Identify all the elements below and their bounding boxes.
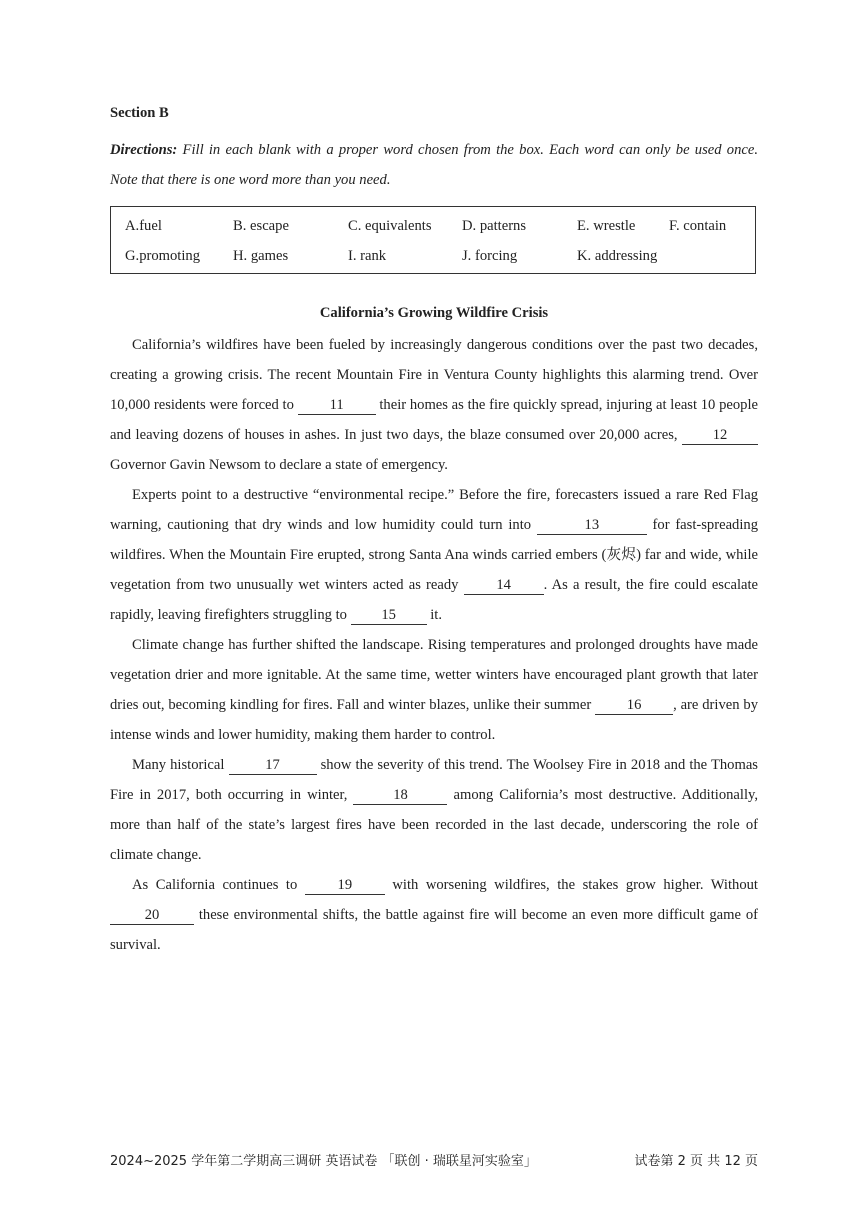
text-run: Experts point to a destructive “environmental recipe.” Before the fire, forecasters issued a rare Red Flag warning, cautioning that dry winds and low humidity could turn into [110, 487, 758, 533]
word-box-row-2 [111, 241, 755, 271]
blank-12[interactable]: 12 [682, 426, 758, 445]
section-title: Section B [110, 105, 169, 121]
word-option-e: E. wrestle [577, 218, 636, 234]
word-option-i: I. rank [348, 248, 387, 264]
text-run: As California continues to [132, 877, 305, 893]
directions [110, 135, 758, 195]
text-run: California’s wildfires have been fueled by increasingly dangerous conditions over the past two decades, creating a growing crisis. The recent Mountain Fire in Ventura County highlights this alarming trend. Over 10,000 residents were forced to [110, 337, 758, 413]
directions-text: Fill in each blank with a proper word chosen from the box. Each word can only be used once. Note that there is one word more than you need. [110, 142, 758, 188]
text-run: show the severity of this trend. The Woolsey Fire in 2018 and the Thomas Fire in 2017, both occurring in winter, [110, 757, 758, 803]
blank-18[interactable]: 18 [353, 786, 447, 805]
word-option-f: F. contain [669, 218, 727, 234]
blank-15[interactable]: 15 [351, 606, 427, 625]
paragraph-1 [110, 330, 758, 480]
word-box-row-1 [111, 211, 755, 241]
text-run: it. [426, 607, 443, 623]
blank-16[interactable]: 16 [595, 696, 673, 715]
text-run: Governor Gavin Newsom to declare a state of emergency. [110, 457, 448, 473]
text-run: these environmental shifts, the battle against fire will become an even more difficult game of survival. [110, 907, 758, 953]
directions-label: Directions: [110, 142, 178, 158]
blank-17[interactable]: 17 [229, 756, 317, 775]
text-run: Many historical [132, 757, 229, 773]
paragraph-5 [110, 870, 758, 960]
footer-exam-info: 2024~2025 学年第二学期高三调研 英语试卷 「联创 · 瑞联星河实验室」 [110, 1154, 537, 1169]
word-option-g: G.promoting [125, 248, 200, 264]
word-option-j: J. forcing [462, 248, 518, 264]
blank-14[interactable]: 14 [464, 576, 544, 595]
blank-20[interactable]: 20 [110, 906, 194, 925]
text-run: their homes as the fire quickly spread, injuring at least 10 people and leaving dozens of houses in ashes. In just two days, the blaze consumed over 20,000 acres, [110, 397, 758, 443]
text-run: with worsening wildfires, the stakes grow higher. Without [384, 877, 758, 893]
article-body [110, 330, 758, 960]
word-option-h: H. games [233, 248, 289, 264]
article-title: California’s Growing Wildfire Crisis [319, 305, 549, 321]
footer-page-number: 试卷第 2 页 共 12 页 [634, 1154, 758, 1169]
text-run: . As a result, the fire could escalate rapidly, leaving firefighters struggling to [110, 577, 759, 623]
word-box [110, 206, 756, 274]
text-run: Climate change has further shifted the landscape. Rising temperatures and prolonged droughts have made vegetation drier and more ignitable. At the same time, wetter winters have encouraged plant growth that later dries out, becoming kindling for fires. Fall and winter blazes, unlike their summer [110, 637, 758, 713]
word-option-d: D. patterns [462, 218, 527, 234]
word-option-a: A.fuel [125, 218, 162, 234]
text-run: , are driven by intense winds and lower humidity, making them harder to control. [110, 697, 758, 743]
text-run: for fast-spreading wildfires. When the Mountain Fire erupted, strong Santa Ana winds carried embers (灰烬) far and wide, while vegetation from two unusually wet winters acted as ready [110, 517, 758, 593]
word-option-b: B. escape [233, 218, 289, 234]
paragraph-3 [110, 630, 758, 750]
blank-11[interactable]: 11 [298, 396, 376, 415]
blank-19[interactable]: 19 [305, 876, 385, 895]
text-run: among California’s most destructive. Additionally, more than half of the state’s largest fires have been recorded in the last decade, underscoring the role of climate change. [110, 787, 758, 863]
blank-13[interactable]: 13 [537, 516, 647, 535]
paragraph-4 [110, 750, 758, 870]
paragraph-2 [110, 480, 758, 630]
word-option-k: K. addressing [577, 248, 658, 264]
word-option-c: C. equivalents [348, 218, 432, 234]
